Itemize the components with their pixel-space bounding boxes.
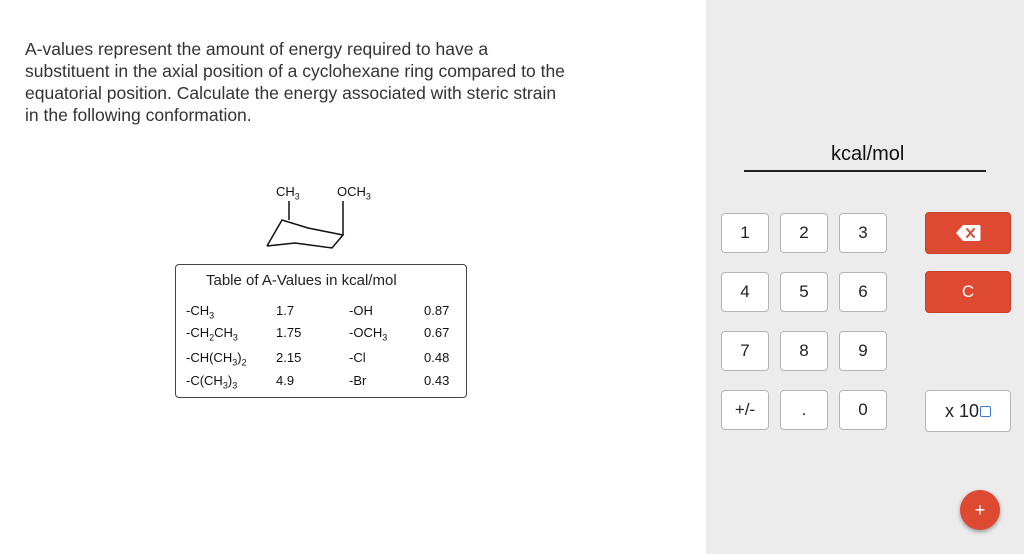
add-button[interactable]: + — [960, 490, 1000, 530]
key-7[interactable]: 7 — [721, 331, 769, 371]
table-cell-value: 4.9 — [276, 373, 295, 388]
clear-button[interactable]: C — [925, 271, 1011, 313]
plus-minus-key[interactable]: +/- — [721, 390, 769, 430]
table-cell-group: $-OCH_3$ — [349, 325, 388, 343]
answer-unit-label: kcal/mol — [831, 143, 905, 165]
decimal-key[interactable]: . — [780, 390, 828, 430]
a-values-table — [175, 264, 467, 398]
chair-ring — [267, 220, 343, 248]
table-cell-group: $-C(CH_3)_3$ — [186, 373, 238, 391]
table-title: Table of A-Values in kcal/mol — [206, 272, 397, 289]
key-1[interactable]: 1 — [721, 213, 769, 253]
backspace-button[interactable] — [925, 212, 1011, 254]
table-cell-value: 0.67 — [424, 325, 450, 340]
question-line: substituent in the axial position of a cyclohexane ring compared to the — [25, 61, 565, 81]
times-ten-label: x 10 — [944, 400, 980, 421]
methoxy-label: $OCH_3$ — [337, 184, 371, 202]
key-2[interactable]: 2 — [780, 213, 828, 253]
key-3[interactable]: 3 — [839, 213, 887, 253]
key-0[interactable]: 0 — [839, 390, 887, 430]
backspace-icon — [955, 224, 981, 242]
methyl-label: $CH_3$ — [276, 184, 300, 202]
question-line: in the following conformation. — [25, 105, 252, 125]
table-cell-value: 0.48 — [424, 350, 450, 365]
table-cell-group: $-CH_2CH_3$ — [186, 325, 238, 343]
question-line: equatorial position. Calculate the energy associated with steric strain — [25, 83, 557, 103]
answer-panel — [706, 0, 1024, 554]
table-cell-value: 2.15 — [276, 350, 302, 365]
key-8[interactable]: 8 — [780, 331, 828, 371]
chair-drawing — [250, 180, 410, 260]
exponent-box-icon — [980, 406, 991, 417]
times-ten-power-button[interactable] — [925, 390, 1011, 432]
key-6[interactable]: 6 — [839, 272, 887, 312]
table-cell-value: 1.75 — [276, 325, 302, 340]
table-cell-group: -Cl — [349, 350, 366, 365]
question-line: A-values represent the amount of energy required to have a — [25, 39, 489, 59]
answer-input-line[interactable] — [744, 170, 986, 172]
table-cell-group: $-CH(CH_3)_2$ — [186, 350, 247, 368]
key-4[interactable]: 4 — [721, 272, 769, 312]
table-cell-group: $-CH_3$ — [186, 303, 215, 321]
table-cell-value: 1.7 — [276, 303, 295, 318]
cyclohexane-chair-structure — [250, 180, 410, 260]
table-cell-group: -Br — [349, 373, 367, 388]
table-cell-value: 0.87 — [424, 303, 450, 318]
table-cell-group: -OH — [349, 303, 373, 318]
key-5[interactable]: 5 — [780, 272, 828, 312]
table-cell-value: 0.43 — [424, 373, 450, 388]
key-9[interactable]: 9 — [839, 331, 887, 371]
question-text — [25, 38, 625, 126]
